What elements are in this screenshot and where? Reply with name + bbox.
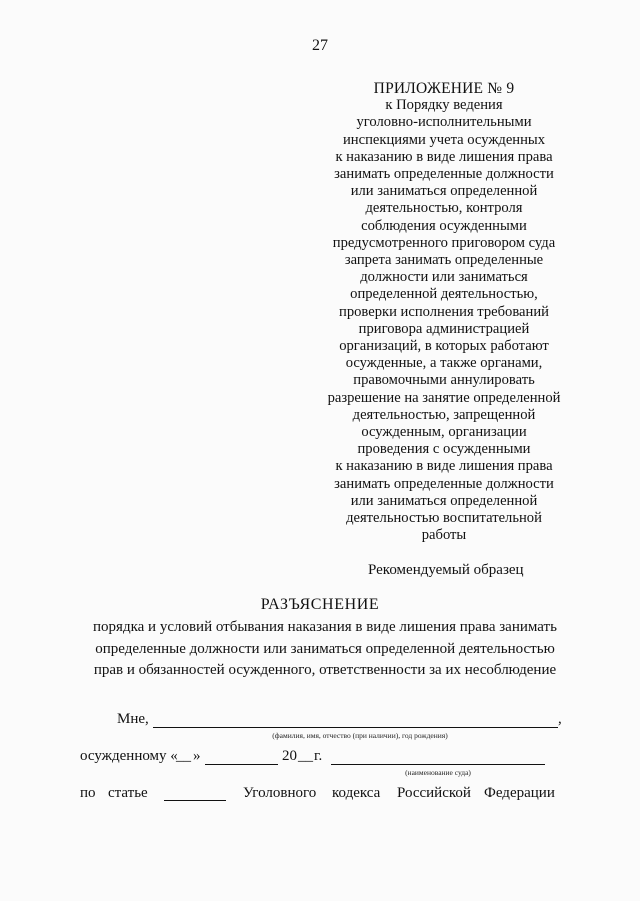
appendix-line: уголовно-исполнительными: [356, 114, 532, 131]
appendix-line: занимать определенные должности: [334, 166, 554, 183]
appendix-line: к наказанию в виде лишения права: [335, 458, 553, 475]
appendix-line: к Порядку ведения: [385, 97, 503, 114]
appendix-title: ПРИЛОЖЕНИЕ № 9: [373, 80, 515, 97]
law-word: по: [80, 785, 96, 801]
appendix-line: работы: [421, 527, 467, 544]
appendix-line: должности или заниматься: [360, 269, 528, 286]
appendix-line: определенной деятельностью,: [350, 286, 538, 303]
appendix-line: деятельностью воспитательной: [346, 510, 542, 527]
article-field[interactable]: [164, 786, 226, 801]
appendix-line: соблюдения осужденными: [361, 217, 527, 234]
document-subtitle: [70, 617, 580, 682]
court-name-field[interactable]: [331, 750, 545, 765]
quote-close: »: [193, 748, 201, 764]
year-suffix: г.: [314, 748, 323, 764]
law-word: кодекса: [332, 785, 381, 801]
subtitle-line: определенные должности или заниматься определенной деятельностью: [95, 640, 555, 657]
name-field[interactable]: [153, 713, 558, 728]
appendix-line: запрета занимать определенные: [344, 252, 544, 269]
me-comma: ,: [558, 711, 562, 727]
subtitle-line: прав и обязанностей осужденного, ответственности за их несоблюдение: [93, 662, 557, 678]
court-name-caption: (наименование суда): [405, 768, 471, 777]
convicted-label: осужденному «: [80, 748, 178, 764]
appendix-block: [318, 80, 570, 544]
appendix-line: правомочными аннулировать: [353, 372, 535, 389]
page-number: 27: [312, 37, 328, 54]
appendix-line: разрешение на занятие определенной: [327, 389, 561, 406]
appendix-line: проведения с осужденными: [357, 441, 531, 458]
me-label: Мне,: [117, 711, 149, 727]
year-field[interactable]: __: [298, 748, 313, 764]
appendix-line: осужденные, а также органами,: [345, 355, 543, 372]
day-field[interactable]: __: [176, 748, 191, 764]
appendix-line: или заниматься определенной: [350, 183, 538, 200]
appendix-line: занимать определенные должности: [334, 475, 554, 492]
sample-label: Рекомендуемый образец: [368, 562, 524, 578]
appendix-line: или заниматься определенной: [350, 492, 538, 509]
appendix-line: к наказанию в виде лишения права: [335, 148, 553, 165]
law-word: Уголовного: [243, 785, 317, 801]
law-word: Федерации: [484, 785, 555, 801]
law-word: Российской: [397, 785, 471, 801]
document-heading: РАЗЪЯСНЕНИЕ: [260, 596, 380, 613]
law-word: статье: [108, 785, 148, 801]
appendix-line: осужденным, организации: [361, 424, 527, 441]
name-field-caption: (фамилия, имя, отчество (при наличии), год рождения): [272, 731, 448, 740]
appendix-line: приговора администрацией: [358, 320, 530, 337]
appendix-line: деятельностью, контроля: [365, 200, 523, 217]
month-field[interactable]: [205, 750, 278, 765]
appendix-line: предусмотренного приговором суда: [332, 234, 556, 251]
subtitle-line: порядка и условий отбывания наказания в виде лишения права занимать: [93, 619, 557, 635]
year-prefix: 20: [282, 748, 297, 764]
appendix-line: инспекциями учета осужденных: [342, 131, 546, 148]
appendix-line: проверки исполнения требований: [339, 303, 549, 320]
appendix-line: организаций, в которых работают: [339, 338, 549, 355]
appendix-line: деятельностью, запрещенной: [352, 406, 536, 423]
